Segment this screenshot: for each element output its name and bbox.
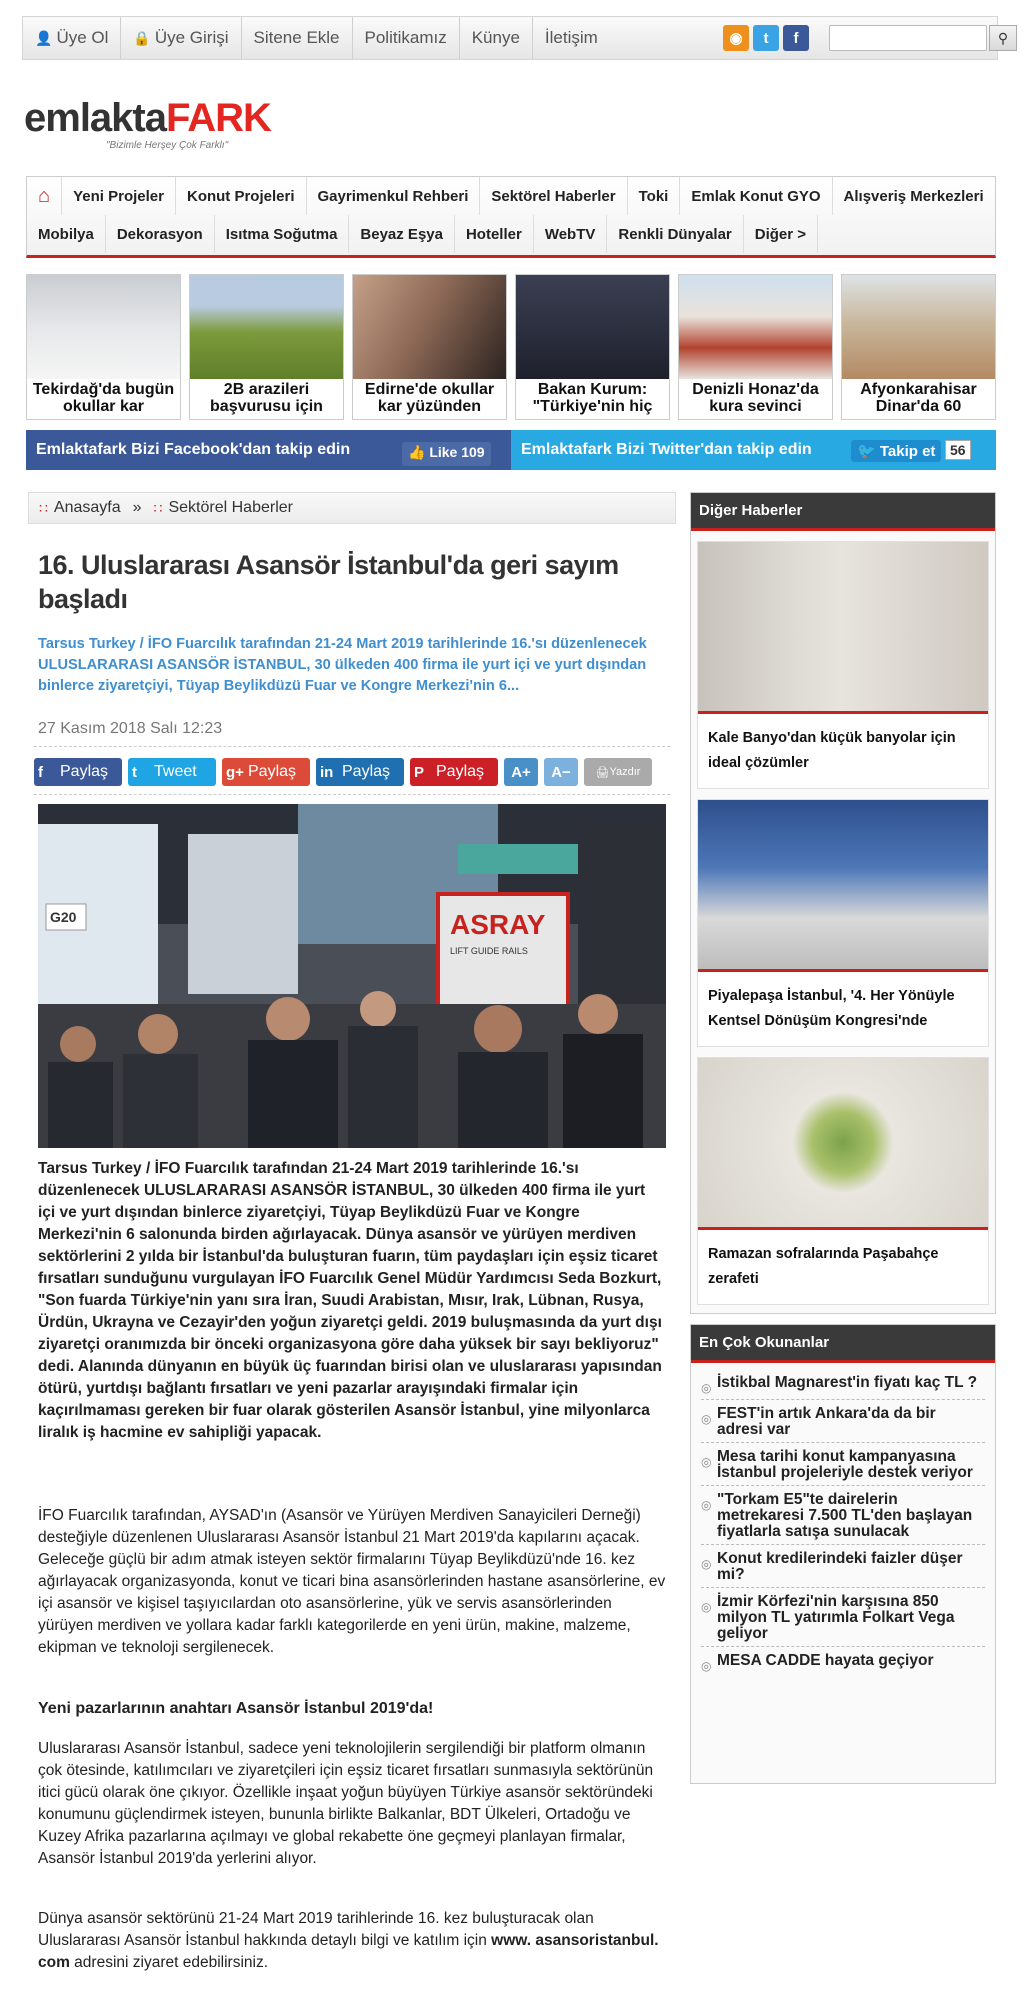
facebook-icon[interactable]: f: [783, 25, 809, 51]
other-news-card[interactable]: Piyalepaşa İstanbul, '4. Her Yönüyle Kentsel Dönüşüm Kongresi'nde: [697, 799, 989, 1047]
share-bar: [34, 758, 652, 786]
most-read-list: [691, 1363, 995, 1685]
thumb-image: [190, 275, 343, 379]
thumb-news-item[interactable]: Bakan Kurum: "Türkiye'nin hiç: [515, 274, 670, 420]
social-icons: [723, 25, 809, 51]
pinterest-icon: P: [414, 763, 425, 781]
printer-icon: 🖨: [595, 766, 610, 779]
divider: [34, 746, 670, 747]
breadcrumb-home[interactable]: Anasayfa: [53, 499, 121, 516]
bullet-icon: ◎: [701, 1557, 712, 1571]
image-sign-sub: LIFT GUIDE RAILS: [450, 946, 528, 956]
nav-emlak-konut-gyo[interactable]: Emlak Konut GYO: [680, 177, 832, 215]
article-subheading: Yeni pazarlarının anahtarı Asansör İstanbul 2019'da!: [38, 1700, 434, 1717]
add-site-link[interactable]: Sitene Ekle: [242, 17, 353, 59]
thumb-image: [679, 275, 832, 379]
rss-icon[interactable]: ◉: [723, 25, 749, 51]
nav-gayrimenkul-rehberi[interactable]: Gayrimenkul Rehberi: [307, 177, 481, 215]
imprint-link[interactable]: Künye: [460, 17, 533, 59]
thumb-news-item[interactable]: Edirne'de okullar kar yüzünden: [352, 274, 507, 420]
site-logo[interactable]: emlaktaFARK: [24, 96, 271, 140]
breadcrumb-separator: »: [132, 499, 142, 516]
nav-dekorasyon[interactable]: Dekorasyon: [106, 215, 215, 253]
nav-yeni-projeler[interactable]: Yeni Projeler: [62, 177, 176, 215]
thumb-image: [353, 275, 506, 379]
card-image: [698, 542, 988, 714]
article-main-image: [38, 804, 666, 1148]
linkedin-icon: in: [320, 763, 334, 781]
card-image: [698, 1058, 988, 1230]
policy-link[interactable]: Politikamız: [353, 17, 460, 59]
article-date: 27 Kasım 2018 Salı 12:23: [38, 720, 223, 737]
nav-mobilya[interactable]: Mobilya: [27, 215, 106, 253]
bullet-icon: ◎: [701, 1455, 712, 1469]
breadcrumb: [28, 492, 676, 524]
headline-thumbnails: [26, 274, 996, 420]
font-decrease-button[interactable]: A−: [544, 758, 578, 786]
article-body-paragraph: İFO Fuarcılık tarafından, AYSAD'ın (Asansör ve Yürüyen Merdiven Sanayicileri Derneği) desteğiyle düzenlenen Uluslararası Asansör İstanbul 21 Mart 2019'da kapılarını açacak. Geleceğe güçlü bir adım atmak isteyen sektör firmalarını Tüyap Beylikdüzü'nde 16. kez ağırlayacak organizasyonda, konut ve ticari bina asansörlerinden hastane asansörlerine, ev içi asansör ve kişisel taşıyıcılardan oto asansörlerine, yük ve servis asansörlerinden yürüyen merdiven ve yollara kadar farklı kategorilerde en yeni ürün, makine, malzeme, ekipman ve teknoloji sergilenecek.: [38, 1507, 666, 1656]
twitter-icon[interactable]: t: [753, 25, 779, 51]
nav-toki[interactable]: Toki: [628, 177, 681, 215]
other-news-card[interactable]: Ramazan sofralarında Paşabahçe zerafeti: [697, 1057, 989, 1305]
slogan: "Bizimle Herşey Çok Farklı": [106, 140, 229, 151]
divider: [34, 794, 670, 795]
other-news-box: [690, 492, 996, 1314]
bullet-icon: ◎: [701, 1381, 712, 1395]
nav-sektorel-haberler[interactable]: Sektörel Haberler: [480, 177, 627, 215]
expo-crowd-photo: [38, 804, 666, 1148]
share-twitter-button[interactable]: t Tweet: [128, 758, 216, 786]
most-read-item[interactable]: ◎ Konut kredilerindeki faizler düşer mi?: [701, 1545, 985, 1588]
nav-diger[interactable]: Diğer >: [744, 215, 818, 253]
share-google-button[interactable]: g+ Paylaş: [222, 758, 310, 786]
thumb-news-item[interactable]: Denizli Honaz'da kura sevinci: [678, 274, 833, 420]
most-read-item[interactable]: ◎ "Torkam E5"te dairelerin metrekaresi 7.500 TL'den başlayan fiyatlarla satışa sunulacak: [701, 1486, 985, 1545]
thumb-news-item[interactable]: Tekirdağ'da bugün okullar kar: [26, 274, 181, 420]
thumbs-up-icon: 👍: [408, 444, 430, 460]
most-read-item[interactable]: ◎ İzmir Körfezi'nin karşısına 850 milyon TL yatırımla Folkart Vega geliyor: [701, 1588, 985, 1647]
bullet-icon: ∷: [153, 499, 163, 516]
nav-webtv[interactable]: WebTV: [534, 215, 608, 253]
card-image: [698, 800, 988, 972]
most-read-item[interactable]: ◎ İstikbal Magnarest'in fiyatı kaç TL ?: [701, 1369, 985, 1400]
top-bar: [22, 16, 1009, 60]
thumb-image: [27, 275, 180, 379]
bullet-icon: ∷: [39, 499, 48, 516]
booth-number: G20: [50, 909, 77, 925]
thumb-image: [842, 275, 995, 379]
signup-link[interactable]: 👤 Üye Ol: [23, 17, 121, 59]
thumb-news-item[interactable]: Afyonkarahisar Dinar'da 60: [841, 274, 996, 420]
search-input[interactable]: [829, 25, 987, 51]
search-button[interactable]: [989, 25, 1017, 51]
contact-link[interactable]: İletişim: [544, 28, 598, 47]
image-sign-text: ASRAY: [450, 909, 546, 940]
thumb-image: [516, 275, 669, 379]
share-pinterest-button[interactable]: P Paylaş: [410, 758, 498, 786]
facebook-follow-strip: Emlaktafark Bizi Facebook'dan takip edin 👍 Like 109: [26, 430, 511, 470]
bullet-icon: ◎: [701, 1659, 712, 1673]
nav-isitma-sogutma[interactable]: Isıtma Soğutma: [215, 215, 350, 253]
user-icon: 👤: [35, 29, 53, 46]
most-read-heading: En Çok Okunanlar: [691, 1325, 995, 1363]
most-read-item[interactable]: ◎ Mesa tarihi konut kampanyasına İstanbul projeleriyle destek veriyor: [701, 1443, 985, 1486]
print-button[interactable]: 🖨 Yazdır: [584, 758, 652, 786]
website-link[interactable]: www. asansoristanbul. com: [38, 1932, 659, 1971]
login-link[interactable]: 🔒 Üye Girişi: [121, 17, 241, 59]
follow-bar: [26, 430, 996, 470]
most-read-box: [690, 1324, 996, 1784]
nav-alisveris-merkezleri[interactable]: Alışveriş Merkezleri: [843, 187, 984, 205]
breadcrumb-section[interactable]: Sektörel Haberler: [168, 499, 293, 516]
twitter-follow-button[interactable]: 🐦 Takip et: [851, 440, 941, 462]
bullet-icon: ◎: [701, 1600, 712, 1614]
nav-hoteller[interactable]: Hoteller: [455, 215, 534, 253]
other-news-card[interactable]: Kale Banyo'dan küçük banyolar için ideal çözümler: [697, 541, 989, 789]
share-linkedin-button[interactable]: in Paylaş: [316, 758, 404, 786]
font-increase-button[interactable]: A+: [504, 758, 538, 786]
twitter-icon: t: [132, 763, 137, 781]
most-read-item[interactable]: ◎ FEST'in artık Ankara'da da bir adresi var: [701, 1400, 985, 1443]
lock-icon: 🔒: [133, 29, 151, 46]
facebook-like-button[interactable]: 👍 Like 109: [402, 442, 491, 466]
nav-renkli-dunyalar[interactable]: Renkli Dünyalar: [607, 215, 743, 253]
share-facebook-button[interactable]: f Paylaş: [34, 758, 122, 786]
google-plus-icon: g+: [226, 763, 244, 781]
main-nav: [26, 176, 996, 258]
twitter-follow-strip: Emlaktafark Bizi Twitter'dan takip edin 🐦 Takip et 56: [511, 430, 996, 470]
other-news-heading: Diğer Haberler: [691, 493, 995, 531]
search-icon: ⚲: [997, 29, 1009, 46]
most-read-item[interactable]: ◎ MESA CADDE hayata geçiyor: [701, 1652, 934, 1673]
article-body-paragraph: Uluslararası Asansör İstanbul, sadece yeni teknolojilerin sergilendiği bir platform olmanın çok ötesinde, katılımcıları ve ziyaretçileri için eşsiz ticaret fırsatları sunmasıyla sektörünün itici gücü olarak öne çıkıyor. Özellikle inşaat yoğun büyüyen Türkiye asansör sektöründeki konumunu güçlendirmek isteyen, bununla birlikte Balkanlar, BDT Ülkeleri, Ortadoğu ve Kuzey Afrika pazarlarına açılmayı ve global rekabette öne geçmeyi planlayan firmalar, Asansör İstanbul 2019'da yerlerini alıyor.: [38, 1740, 654, 1867]
article-body-intro: Tarsus Turkey / İFO Fuarcılık tarafından 21-24 Mart 2019 tarihlerinde 16.'sı düzenlenecek ULUSLARARASI ASANSÖR İSTANBUL, 30 ülkeden 400 firma ile yurt içi ve yurt dışından binlerce ziyaretçiyi, Tüyap Beylikdüzü Fuar ve Kongre Merkezi'nin 6 salonunda birden ağırlayacak. Dünya asansör ve yürüyen merdiven sektörlerini 2 yılda bir İstanbul'da buluşturan fuarın, tüm paydaşları için eşsiz ticaret fırsatları sunduğunu vurgulayan İFO Fuarcılık Genel Müdür Yardımcısı Seda Bozkurt, "Son fuarda Türkiye'nin yanı sıra İran, Suudi Arabistan, Mısır, Irak, Lübnan, Rusya, Ürdün, Ukrayna ve Cezayir'den yoğun ziyaretçi geldi. 2019 buluşmasında da yurt dışı ziyaretçi oranımızda bir önceki organizasyona göre daha yüksek bir sayı bekliyoruz" dedi. Alanında dünyanın en büyük üç fuarından birisi olan ve uluslararası yapısından ötürü, yurtdışı bağlantı fırsatları ve yeni pazarlar arayışındaki firmalar için kaçırılmaması gereken bir fuar olarak gösterilen Asansör İstanbul, yine milyonlarca liralık iş hacmine ev sahipliği yapacak.: [38, 1160, 662, 1441]
bullet-icon: ◎: [701, 1498, 712, 1512]
article-lead: Tarsus Turkey / İFO Fuarcılık tarafından 21-24 Mart 2019 tarihlerinde 16.'sı düzenlenecek ULUSLARARASI ASANSÖR İSTANBUL, 30 ülkeden 400 firma ile yurt içi ve yurt dışından binlerce ziyaretçiyi, Tüyap Beylikdüzü Fuar ve Kongre Merkezi'nin 6...: [38, 636, 647, 694]
article-title: 16. Uluslararası Asansör İstanbul'da geri sayım başladı: [38, 550, 619, 614]
article-body-paragraph: Dünya asansör sektörünü 21-24 Mart 2019 tarihlerinde 16. kez buluşturacak olan Uluslararası Asansör İstanbul hakkında detaylı bilgi ve katılım için www. asansoristanbul. com adresini ziyaret edebilirsiniz.: [38, 1910, 659, 1971]
twitter-follow-count: 56: [945, 440, 971, 460]
thumb-news-item[interactable]: 2B arazileri başvurusu için: [189, 274, 344, 420]
home-icon: ⌂: [38, 184, 51, 207]
nav-beyaz-esya[interactable]: Beyaz Eşya: [349, 215, 455, 253]
facebook-icon: f: [38, 763, 43, 781]
twitter-bird-icon: 🐦: [857, 443, 880, 460]
nav-konut-projeleri[interactable]: Konut Projeleri: [176, 177, 307, 215]
home-nav-button[interactable]: [27, 177, 62, 215]
bullet-icon: ◎: [701, 1412, 712, 1426]
